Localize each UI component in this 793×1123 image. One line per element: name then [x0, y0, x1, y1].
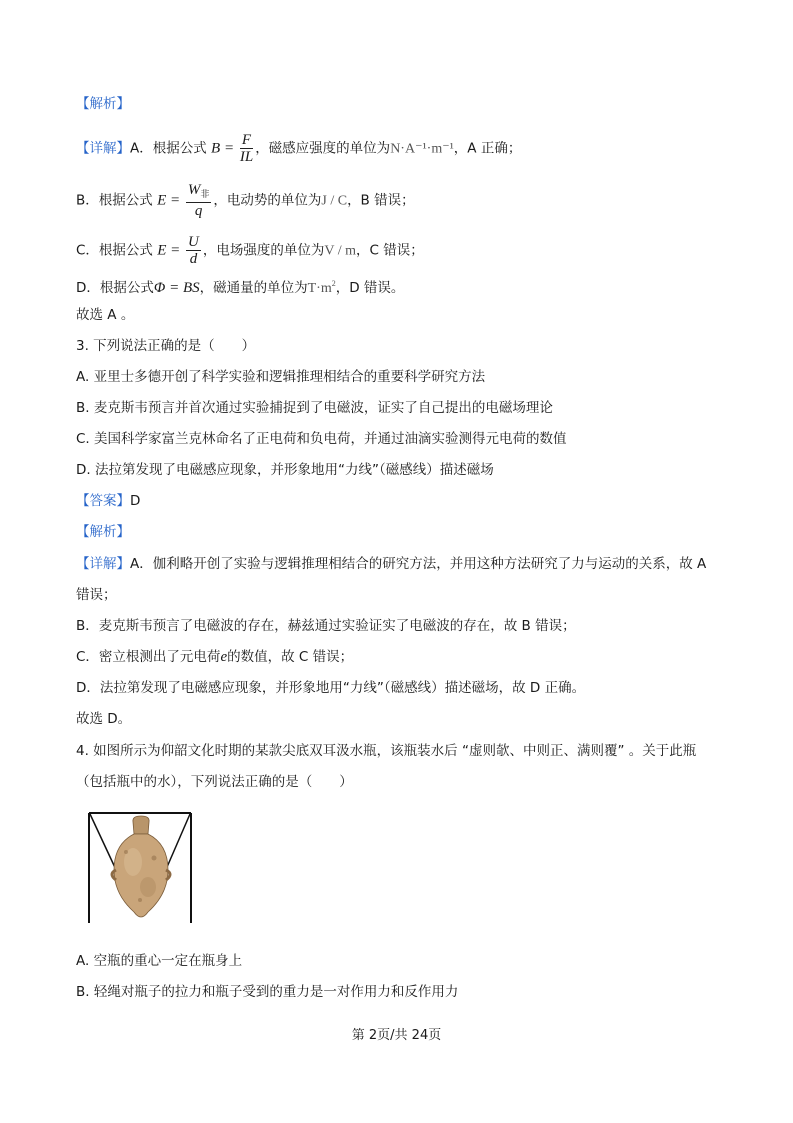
q2-detail-a: 【详解】A．根据公式 B = $\frac{F}{IL}$ ，磁感应强度的单位为N·A⁻¹·m⁻¹，A 正确； — [76, 132, 522, 165]
amphora-illustration — [88, 812, 192, 924]
detail-tag: 【详解】 — [76, 556, 130, 572]
q2-a-mid: ，磁感应强度的单位为 — [255, 140, 391, 157]
q2-d-prefix: D．根据公式 — [76, 280, 154, 296]
q3-option-b: B. 麦克斯韦预言并首次通过实验捕捉到了电磁波，证实了自己提出的电磁场理论 — [76, 400, 553, 416]
elementary-charge-symbol: e — [220, 649, 228, 665]
q2-detail-c: C．根据公式 E = $\frac{U}{d}$ ，电场强度的单位为V / m，C 错误； — [76, 234, 424, 267]
q4-stem-line2: （包括瓶中的水），下列说法正确的是（ ） — [76, 774, 353, 790]
detail-tag: 【详解】 — [76, 140, 130, 157]
formula: Φ = BS — [153, 280, 200, 296]
q3-choice: 故选 D。 — [76, 711, 132, 727]
q3-detail-c: C．密立根测出了元电荷e的数值，故 C 错误； — [76, 649, 354, 665]
q2-c-prefix: C．根据公式 — [76, 242, 153, 259]
analysis-tag: 【解析】 — [76, 96, 130, 112]
q2-detail-d — [76, 274, 404, 299]
q2-b-mid: ，电动势的单位为 — [213, 192, 322, 209]
q2-d-mid: ，磁通量的单位为 — [199, 280, 308, 296]
formula-fraction: $\frac{U}{d}$ — [188, 234, 199, 267]
formula-lhs: E — [157, 192, 167, 209]
answer-tag: 【答案】 — [76, 493, 130, 509]
formula-lhs: B — [211, 140, 221, 157]
formula-fraction: $\frac{W_非}{q}$ — [187, 182, 210, 219]
q3-option-a: A. 亚里士多德开创了科学实验和逻辑推理相结合的重要科学研究方法 — [76, 369, 486, 385]
unit: V / m — [324, 243, 357, 259]
q3-option-c: C. 美国科学家富兰克林命名了正电荷和负电荷，并通过油滴实验测得元电荷的数值 — [76, 431, 567, 447]
q3-detail-a-text: A．伽利略开创了实验与逻辑推理相结合的研究方法，并用这种方法研究了力与运动的关系，故 A — [130, 556, 707, 572]
q2-choice: 故选 A 。 — [76, 307, 135, 323]
q2-d-suffix: ，D 错误。 — [335, 280, 405, 296]
page-footer: 第 2页/共 24页 — [351, 1028, 442, 1043]
q2-b-suffix: ，B 错误； — [347, 192, 415, 209]
q2-a-suffix: ，A 正确； — [453, 140, 522, 157]
unit: N·A⁻¹·m⁻¹ — [390, 141, 454, 157]
q2-a-prefix: A．根据公式 — [130, 140, 207, 157]
q2-c-mid: ，电场强度的单位为 — [202, 242, 325, 259]
q2-c-suffix: ，C 错误； — [356, 242, 424, 259]
q3-detail-a-cont: 错误； — [76, 587, 117, 603]
q3-detail-a — [76, 554, 706, 574]
q2-detail-b: B．根据公式 E = $\frac{W_非}{q}$ ，电动势的单位为J / C，B 错误； — [76, 182, 415, 219]
q3-option-d: D. 法拉第发现了电磁感应现象，并形象地用“力线”（磁感线）描述磁场 — [76, 462, 494, 478]
q4-stem-line1: 4. 如图所示为仰韶文化时期的某款尖底双耳汲水瓶，该瓶装水后 “虚则欹、中则正、满则覆” 。关于此瓶 — [76, 743, 697, 759]
vase-figure — [88, 812, 192, 924]
unit: $T\cdot m^2$ — [307, 279, 336, 296]
q4-option-a: A. 空瓶的重心一定在瓶身上 — [76, 953, 243, 969]
formula-lhs: E — [157, 242, 167, 259]
formula-fraction: $\frac{F}{IL}$ — [239, 132, 254, 165]
q4-option-b: B. 轻绳对瓶子的拉力和瓶子受到的重力是一对作用力和反作用力 — [76, 984, 459, 1000]
unit: J / C — [321, 193, 348, 209]
answer-value: D — [130, 493, 141, 509]
q3-stem: 3. 下列说法正确的是（ ） — [76, 338, 256, 354]
q3-detail-b: B．麦克斯韦预言了电磁波的存在，赫兹通过实验证实了电磁波的存在，故 B 错误； — [76, 618, 576, 634]
q3-answer — [76, 491, 140, 511]
analysis-tag: 【解析】 — [76, 524, 130, 540]
q3-detail-d: D．法拉第发现了电磁感应现象，并形象地用“力线”（磁感线）描述磁场，故 D 正确。 — [76, 680, 586, 696]
q2-b-prefix: B．根据公式 — [76, 192, 153, 209]
